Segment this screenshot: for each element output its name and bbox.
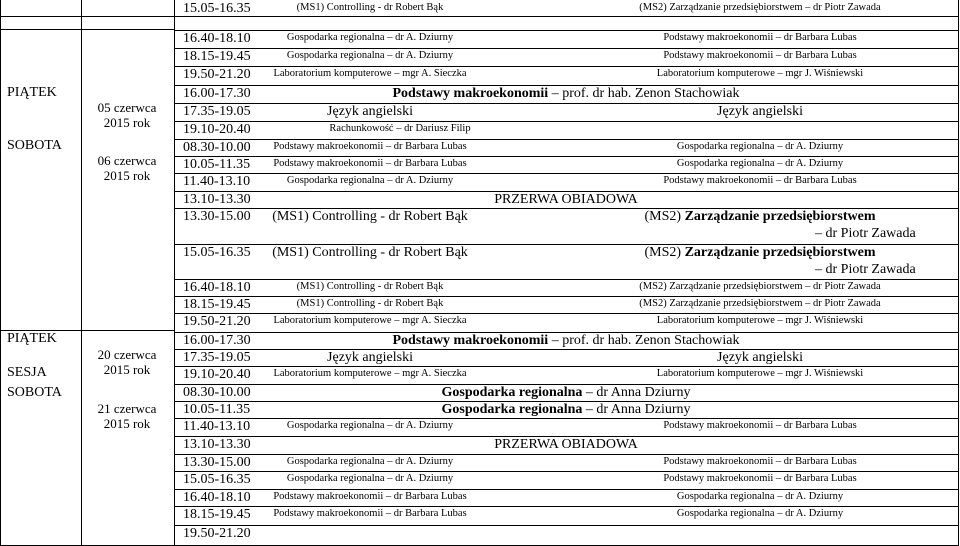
- class-text: Podstawy makroekonomii – dr Barbara Lubas: [663, 32, 857, 43]
- class-cell: [327, 351, 413, 365]
- class-text: Laboratorium komputerowe – mgr J. Wiśniewski: [656, 368, 864, 379]
- class-cell: [273, 316, 466, 327]
- grid-line: [0, 16, 958, 17]
- class-text: (MS2) Zarządzanie przedsiębiorstwem – dr Piotr Zawada: [639, 2, 881, 13]
- class-text: Laboratorium komputerowe – mgr J. Wiśniewski: [656, 68, 864, 79]
- class-text: Język angielski: [327, 104, 413, 119]
- class-text: Gospodarka regionalna – dr A. Dziurny: [676, 158, 844, 169]
- time-slot: 10.05-11.35: [183, 402, 251, 417]
- class-cell: [663, 33, 856, 44]
- class-cell: [677, 509, 843, 520]
- class-cell: [441, 403, 690, 417]
- grid-line: [174, 349, 958, 350]
- grid-line: [174, 173, 958, 174]
- class-text: (MS2): [644, 245, 685, 260]
- class-cell: [297, 299, 444, 310]
- class-text: Gospodarka regionalna – dr A. Dziurny: [286, 473, 454, 484]
- class-text: Gospodarka regionalna: [441, 402, 583, 417]
- date-label: 21 czerwca: [97, 401, 157, 416]
- grid-line: [174, 313, 958, 314]
- time-slot: 19.50-21.20: [183, 67, 251, 82]
- time-slot: 18.15-19.45: [183, 297, 251, 312]
- class-text: Podstawy makroekonomii – dr Barbara Lubas: [663, 473, 857, 484]
- day-label: SOBOTA: [7, 385, 62, 400]
- class-text: Podstawy makroekonomii – dr Barbara Lubas: [663, 420, 857, 431]
- class-text: – dr Anna Dziurny: [582, 402, 691, 417]
- date-label: 2015 rok: [103, 168, 151, 183]
- class-cell: [297, 282, 444, 293]
- grid-line: [0, 29, 174, 30]
- class-cell: [287, 421, 453, 432]
- time-slot: 13.30-15.00: [183, 455, 251, 470]
- date-label: 2015 rok: [103, 416, 151, 431]
- class-text: Gospodarka regionalna – dr A. Dziurny: [676, 508, 844, 519]
- class-text: Gospodarka regionalna – dr A. Dziurny: [286, 456, 454, 467]
- grid-line: [174, 103, 958, 104]
- grid-line: [174, 454, 958, 455]
- class-text: Język angielski: [327, 350, 413, 365]
- class-text: Podstawy makroekonomii – dr Barbara Lubas: [663, 50, 857, 61]
- class-cell-line2: – dr Piotr Zawada: [815, 262, 916, 277]
- class-text: (MS1) Controlling - dr Robert Bąk: [296, 298, 444, 309]
- time-slot: 16.40-18.10: [183, 490, 251, 505]
- class-cell: [663, 176, 856, 187]
- class-cell-line2: – dr Piotr Zawada: [815, 226, 916, 241]
- class-text: Podstawy makroekonomii – dr Barbara Lubas: [273, 141, 467, 152]
- class-text: – dr Anna Dziurny: [582, 385, 691, 400]
- class-text: Podstawy makroekonomii: [392, 333, 549, 348]
- class-cell: [717, 351, 803, 365]
- grid-line: [174, 471, 958, 472]
- class-cell: [717, 105, 803, 119]
- grid-line: [174, 30, 958, 31]
- time-slot: 19.50-21.20: [183, 526, 251, 541]
- day-label: SESJA: [7, 365, 47, 380]
- class-cell: [297, 3, 444, 14]
- class-cell: [639, 282, 880, 293]
- class-cell: [663, 457, 856, 468]
- class-cell: [393, 87, 740, 101]
- grid-line: [174, 366, 958, 367]
- class-text: Gospodarka regionalna: [441, 385, 583, 400]
- class-text: (MS1) Controlling - dr Robert Bąk: [296, 2, 444, 13]
- class-cell: [273, 159, 466, 170]
- date-label: 2015 rok: [103, 115, 151, 130]
- class-cell: [273, 492, 466, 503]
- grid-line: [958, 0, 959, 546]
- grid-line: [0, 0, 1, 546]
- class-cell: [441, 386, 690, 400]
- class-text: Laboratorium komputerowe – mgr A. Sieczka: [273, 68, 467, 79]
- class-text: PRZERWA OBIADOWA: [494, 437, 638, 452]
- time-slot: 16.40-18.10: [183, 31, 251, 46]
- class-cell: [663, 474, 856, 485]
- class-text: Gospodarka regionalna – dr A. Dziurny: [286, 32, 454, 43]
- class-cell: [494, 193, 638, 207]
- class-text: Podstawy makroekonomii – dr Barbara Lubas: [663, 456, 857, 467]
- grid-line: [174, 0, 175, 546]
- grid-line: [174, 506, 958, 507]
- time-slot: 10.05-11.35: [183, 157, 251, 172]
- class-text: Język angielski: [717, 350, 803, 365]
- grid-line: [174, 489, 958, 490]
- class-text: Rachunkowość – dr Dariusz Filip: [329, 123, 471, 134]
- class-cell: [494, 438, 638, 452]
- class-cell: [273, 509, 466, 520]
- time-slot: 08.30-10.00: [183, 385, 251, 400]
- grid-line: [174, 121, 958, 122]
- class-cell: [273, 142, 466, 153]
- class-text: Gospodarka regionalna – dr A. Dziurny: [676, 141, 844, 152]
- class-text: – prof. dr hab. Zenon Stachowiak: [548, 86, 740, 101]
- time-slot: 16.40-18.10: [183, 280, 251, 295]
- time-slot: 18.15-19.45: [183, 49, 251, 64]
- date-label: 05 czerwca: [97, 100, 157, 115]
- class-text: Gospodarka regionalna – dr A. Dziurny: [676, 491, 844, 502]
- time-slot: 13.30-15.00: [183, 209, 251, 224]
- grid-line: [174, 139, 958, 140]
- grid-line: [81, 0, 82, 546]
- class-cell: [657, 369, 863, 380]
- grid-line: [174, 279, 958, 280]
- class-cell: [287, 176, 453, 187]
- time-slot: 16.00-17.30: [183, 86, 251, 101]
- class-cell: [393, 334, 740, 348]
- grid-line: [174, 296, 958, 297]
- class-cell: [287, 474, 453, 485]
- class-cell: [645, 210, 876, 224]
- class-text: PRZERWA OBIADOWA: [494, 192, 638, 207]
- time-slot: 16.00-17.30: [183, 333, 251, 348]
- class-text: Laboratorium komputerowe – mgr A. Sieczka: [273, 368, 467, 379]
- day-label: PIĄTEK: [7, 85, 57, 100]
- time-slot: 17.35-19.05: [183, 104, 251, 119]
- date-label: 06 czerwca: [97, 153, 157, 168]
- grid-line: [174, 418, 958, 419]
- class-text: (MS1) Controlling - dr Robert Bąk: [272, 209, 468, 224]
- class-text: (MS2): [644, 209, 685, 224]
- time-slot: 19.50-21.20: [183, 314, 251, 329]
- class-cell: [677, 159, 843, 170]
- class-text: (MS2) Zarządzanie przedsiębiorstwem – dr Piotr Zawada: [639, 281, 881, 292]
- class-cell: [663, 51, 856, 62]
- class-text: Gospodarka regionalna – dr A. Dziurny: [286, 175, 454, 186]
- day-label: PIĄTEK: [7, 331, 57, 346]
- class-text: Podstawy makroekonomii – dr Barbara Lubas: [273, 508, 467, 519]
- class-text: (MS1) Controlling - dr Robert Bąk: [296, 281, 444, 292]
- time-slot: 08.30-10.00: [183, 140, 251, 155]
- time-slot: 17.35-19.05: [183, 350, 251, 365]
- class-cell: [657, 316, 863, 327]
- class-text: Podstawy makroekonomii – dr Barbara Lubas: [663, 175, 857, 186]
- class-text: Język angielski: [717, 104, 803, 119]
- day-label: SOBOTA: [7, 138, 62, 153]
- class-cell: [645, 246, 876, 260]
- grid-line: [174, 66, 958, 67]
- class-cell: [657, 69, 863, 80]
- class-cell: [329, 124, 470, 135]
- date-label: 2015 rok: [103, 362, 151, 377]
- grid-line: [174, 156, 958, 157]
- class-text: Laboratorium komputerowe – mgr A. Sieczka: [273, 315, 467, 326]
- class-text: (MS2) Zarządzanie przedsiębiorstwem – dr Piotr Zawada: [639, 298, 881, 309]
- time-slot: 19.10-20.40: [183, 122, 251, 137]
- class-text: – prof. dr hab. Zenon Stachowiak: [548, 333, 740, 348]
- class-text: Gospodarka regionalna – dr A. Dziurny: [286, 420, 454, 431]
- time-slot: 15.05-16.35: [183, 245, 251, 260]
- time-slot: 15.05-16.35: [183, 1, 251, 16]
- time-slot: 13.10-13.30: [183, 437, 251, 452]
- grid-line: [174, 525, 958, 526]
- class-text: (MS1) Controlling - dr Robert Bąk: [272, 245, 468, 260]
- class-cell: [272, 210, 468, 224]
- time-slot: 11.40-13.10: [183, 419, 251, 434]
- time-slot: 15.05-16.35: [183, 472, 251, 487]
- class-text: Podstawy makroekonomii: [392, 86, 549, 101]
- class-cell: [663, 421, 856, 432]
- time-slot: 18.15-19.45: [183, 507, 251, 522]
- time-slot: 13.10-13.30: [183, 192, 251, 207]
- class-cell: [639, 3, 880, 14]
- class-text: Gospodarka regionalna – dr A. Dziurny: [286, 50, 454, 61]
- time-slot: 19.10-20.40: [183, 367, 251, 382]
- class-cell: [327, 105, 413, 119]
- class-text: Podstawy makroekonomii – dr Barbara Lubas: [273, 158, 467, 169]
- class-cell: [272, 246, 468, 260]
- class-text: Laboratorium komputerowe – mgr J. Wiśniewski: [656, 315, 864, 326]
- class-text: Zarządzanie przedsiębiorstwem: [684, 209, 876, 224]
- grid-line: [174, 48, 958, 49]
- class-cell: [677, 492, 843, 503]
- class-cell: [677, 142, 843, 153]
- class-text: Zarządzanie przedsiębiorstwem: [684, 245, 876, 260]
- class-cell: [273, 369, 466, 380]
- time-slot: 11.40-13.10: [183, 174, 251, 189]
- class-cell: [287, 33, 453, 44]
- class-cell: [287, 457, 453, 468]
- class-text: Podstawy makroekonomii – dr Barbara Lubas: [273, 491, 467, 502]
- class-cell: [273, 69, 466, 80]
- class-cell: [639, 299, 880, 310]
- date-label: 20 czerwca: [97, 347, 157, 362]
- class-cell: [287, 51, 453, 62]
